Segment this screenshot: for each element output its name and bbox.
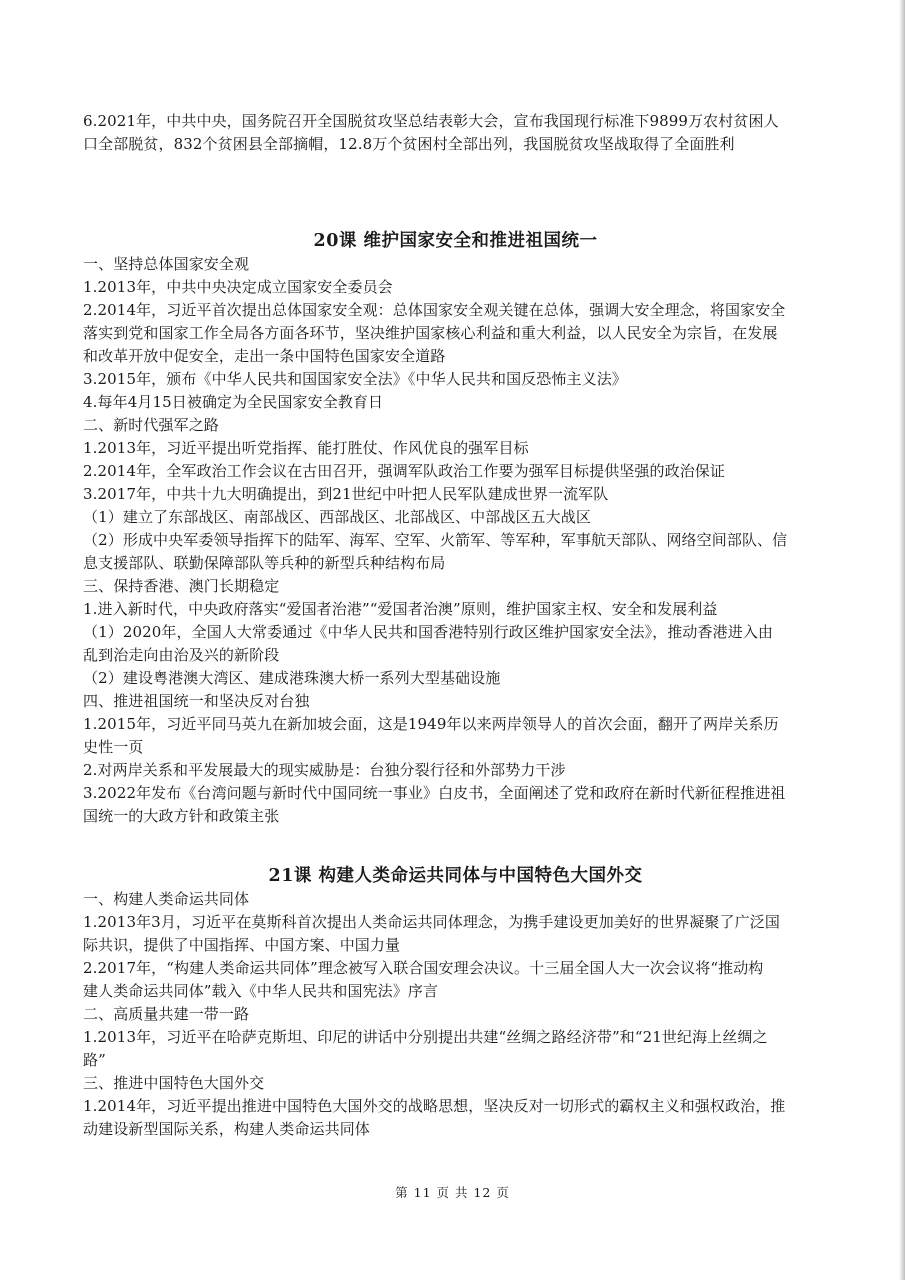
lesson-21-title: 21课 构建人类命运共同体与中国特色大国外交 [268, 866, 643, 886]
paragraph-line: 1.2014年，习近平提出推进中国特色大国外交的战略思想，坚决反对一切形式的霸权主义和强权政治，推 [83, 1097, 786, 1115]
paragraph-line: （1）2020年，全国人大常委通过《中华人民共和国香港特别行政区维护国家安全法》，推动香港进入由 [83, 623, 774, 641]
paragraph-line: 4.每年4月15日被确定为全民国家安全教育日 [83, 393, 384, 411]
lesson-21-section [83, 864, 828, 1141]
paragraph-line: 2.2014年，全军政治工作会议在古田召开，强调军队政治工作要为强军目标提供坚强的政治保证 [83, 462, 725, 480]
paragraph-line: （1）建立了东部战区、南部战区、西部战区、北部战区、中部战区五大战区 [83, 508, 591, 526]
paragraph-line: 6.2021年，中共中央，国务院召开全国脱贫攻坚总结表彰大会，宣布我国现行标准下9899万农村贫困人 [83, 112, 779, 130]
paragraph-line: 史性一页 [83, 738, 144, 756]
paragraph-line: 1.2013年，习近平在哈萨克斯坦、印尼的讲话中分别提出共建“丝绸之路经济带”和“21世纪海上丝绸之 [83, 1028, 768, 1046]
paragraph-line: 口全部脱贫，832个贫困县全部摘帽，12.8万个贫困村全部出列，我国脱贫攻坚战取得了全面胜利 [83, 135, 735, 153]
paragraph-line: 3.2015年，颁布《中华人民共和国国家安全法》《中华人民共和国反恐怖主义法》 [83, 370, 627, 388]
paragraph-line: 一、坚持总体国家安全观 [83, 255, 250, 273]
paragraph-line: 三、保持香港、澳门长期稳定 [83, 577, 280, 595]
paragraph-line: 乱到治走向由治及兴的新阶段 [83, 646, 280, 664]
paragraph-line: 国统一的大政方针和政策主张 [83, 807, 280, 825]
paragraph-line: 落实到党和国家工作全局各方面各环节，坚决维护国家核心利益和重大利益，以人民安全为宗旨，在发展 [83, 324, 778, 342]
paragraph-line: 1.2013年，习近平提出听党指挥、能打胜仗、作风优良的强军目标 [83, 439, 529, 457]
paragraph-line: 四、推进祖国统一和坚决反对台独 [83, 692, 310, 710]
paragraph-line: 二、高质量共建一带一路 [83, 1005, 250, 1023]
paragraph-line: 三、推进中国特色大国外交 [83, 1074, 265, 1092]
paragraph-line: 和改革开放中促安全，走出一条中国特色国家安全道路 [83, 347, 446, 365]
paragraph-line: 1.2013年3月，习近平在莫斯科首次提出人类命运共同体理念，为携手建设更加美好的世界凝聚了广泛国 [83, 913, 780, 931]
paragraph-line: 建人类命运共同体”载入《中华人民共和国宪法》序言 [83, 982, 439, 1000]
top-paragraph [83, 110, 828, 156]
paragraph-line: 3.2017年，中共十九大明确提出，到21世纪中叶把人民军队建成世界一流军队 [83, 485, 609, 503]
paragraph-line: （2）形成中央军委领导指挥下的陆军、海军、空军、火箭军、等军种，军事航天部队、网络空间部队、信 [83, 531, 788, 549]
paragraph-line: 2.2014年，习近平首次提出总体国家安全观：总体国家安全观关键在总体，强调大安全理念，将国家安全 [83, 301, 786, 319]
lesson-21-body [83, 888, 828, 1141]
lesson-20-section [83, 229, 828, 828]
paragraph-line: 1.2013年，中共中央决定成立国家安全委员会 [83, 278, 393, 296]
lesson-20-body [83, 253, 828, 828]
paragraph-line: 二、新时代强军之路 [83, 416, 219, 434]
paragraph-line: 路” [83, 1051, 106, 1069]
lesson-20-title: 20课 维护国家安全和推进祖国统一 [313, 231, 598, 251]
paragraph-line: （2）建设粤港澳大湾区、建成港珠澳大桥一系列大型基础设施 [83, 669, 501, 687]
paragraph-line: 2.2017年，“构建人类命运共同体”理念被写入联合国安理会决议。十三届全国人大一次会议将“推动构 [83, 959, 764, 977]
page-footer: 第 11 页 共 12 页 [395, 1185, 510, 1200]
paragraph-line: 1.2015年，习近平同马英九在新加坡会面，这是1949年以来两岸领导人的首次会面，翻开了两岸关系历 [83, 715, 779, 733]
paragraph-line: 动建设新型国际关系，构建人类命运共同体 [83, 1120, 370, 1138]
paragraph-line: 2.对两岸关系和平发展最大的现实威胁是：台独分裂行径和外部势力干涉 [83, 761, 566, 779]
paragraph-line: 1.进入新时代，中央政府落实“爱国者治港”“爱国者治澳”原则，维护国家主权、安全和发展利益 [83, 600, 718, 618]
paragraph-line: 息支援部队、联勤保障部队等兵种的新型兵种结构布局 [83, 554, 446, 572]
paragraph-line: 一、构建人类命运共同体 [83, 890, 250, 908]
paragraph-line: 3.2022年发布《台湾问题与新时代中国同统一事业》白皮书，全面阐述了党和政府在新时代新征程推进祖 [83, 784, 786, 802]
page-edge-shadow [899, 0, 905, 1280]
paragraph-line: 际共识，提供了中国指挥、中国方案、中国力量 [83, 936, 401, 954]
